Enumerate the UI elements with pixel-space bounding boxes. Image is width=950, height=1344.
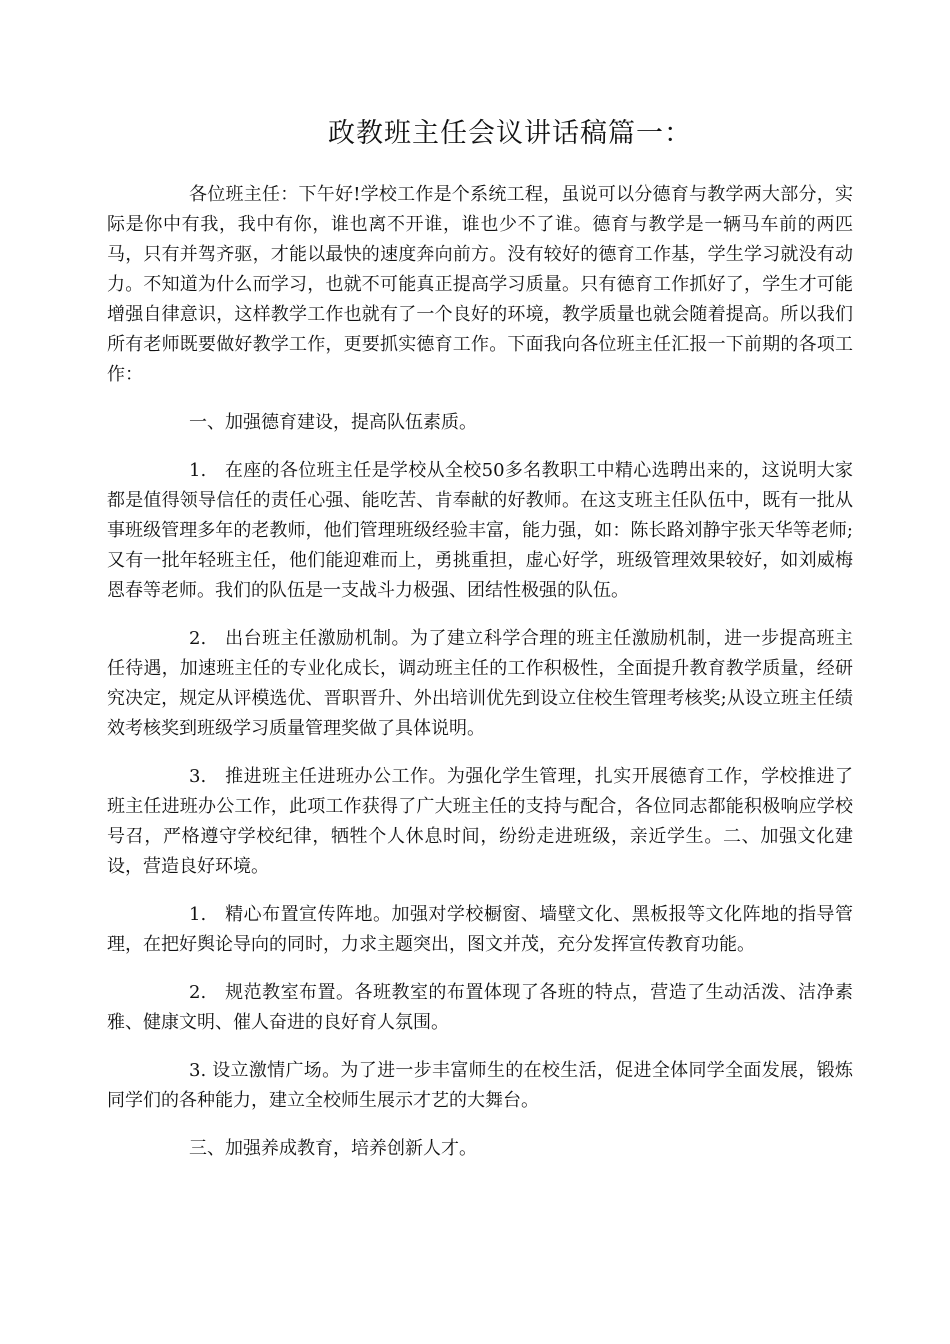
paragraph-item-2-2: 2. 规范教室布置。各班教室的布置体现了各班的特点，营造了生动活泼、洁净素雅、健康文明、催人奋进的良好育人氛围。 — [107, 982, 853, 1033]
document-body — [107, 180, 853, 1182]
heading-section-3: 三、加强养成教育，培养创新人才。 — [189, 1138, 477, 1159]
document-title: 政教班主任会议讲话稿篇一： — [328, 118, 692, 149]
paragraph-item-2-3: 3. 设立激情广场。为了进一步丰富师生的在校生活，促进全体同学全面发展，锻炼同学们的各种能力，建立全校师生展示才艺的大舞台。 — [107, 1060, 853, 1111]
paragraph-item-1-2: 2. 出台班主任激励机制。为了建立科学合理的班主任激励机制，进一步提高班主任待遇，加速班主任的专业化成长，调动班主任的工作积极性，全面提升教育教学质量，经研究决定，规定从评模选优、晋职晋升、外出培训优先到设立住校生管理考核奖;从设立班主任绩效考核奖到班级学习质量管理奖做了具体说明。 — [107, 628, 853, 739]
paragraph-item-1-1: 1. 在座的各位班主任是学校从全校50多名教职工中精心选聘出来的，这说明大家都是值得领导信任的责任心强、能吃苦、肯奉献的好教师。在这支班主任队伍中，既有一批从事班级管理多年的老教师，他们管理班级经验丰富，能力强，如：陈长路刘静宇张天华等老师;又有一批年轻班主任，他们能迎难而上，勇挑重担，虚心好学，班级管理效果较好，如刘威梅恩春等老师。我们的队伍是一支战斗力极强、团结性极强的队伍。 — [107, 460, 853, 601]
heading-section-1: 一、加强德育建设，提高队伍素质。 — [189, 412, 477, 433]
paragraph-item-1-3: 3. 推进班主任进班办公工作。为强化学生管理，扎实开展德育工作，学校推进了班主任进班办公工作，此项工作获得了广大班主任的支持与配合，各位同志都能积极响应学校号召，严格遵守学校纪律，牺牲个人休息时间，纷纷走进班级，亲近学生。二、加强文化建设，营造良好环境。 — [107, 766, 853, 877]
paragraph-greeting: 各位班主任：下午好!学校工作是个系统工程，虽说可以分德育与教学两大部分，实际是你中有我，我中有你，谁也离不开谁，谁也少不了谁。德育与教学是一辆马车前的两匹马，只有并驾齐驱，才能以最快的速度奔向前方。没有较好的德育工作基，学生学习就没有动力。不知道为什么而学习，也就不可能真正提高学习质量。只有德育工作抓好了，学生才可能增强自律意识，这样教学工作也就有了一个良好的环境，教学质量也就会随着提高。所以我们所有老师既要做好教学工作，更要抓实德育工作。下面我向各位班主任汇报一下前期的各项工作： — [107, 184, 853, 385]
paragraph-item-2-1: 1. 精心布置宣传阵地。加强对学校橱窗、墙壁文化、黑板报等文化阵地的指导管理，在把好舆论导向的同时，力求主题突出，图文并茂，充分发挥宣传教育功能。 — [107, 904, 853, 955]
